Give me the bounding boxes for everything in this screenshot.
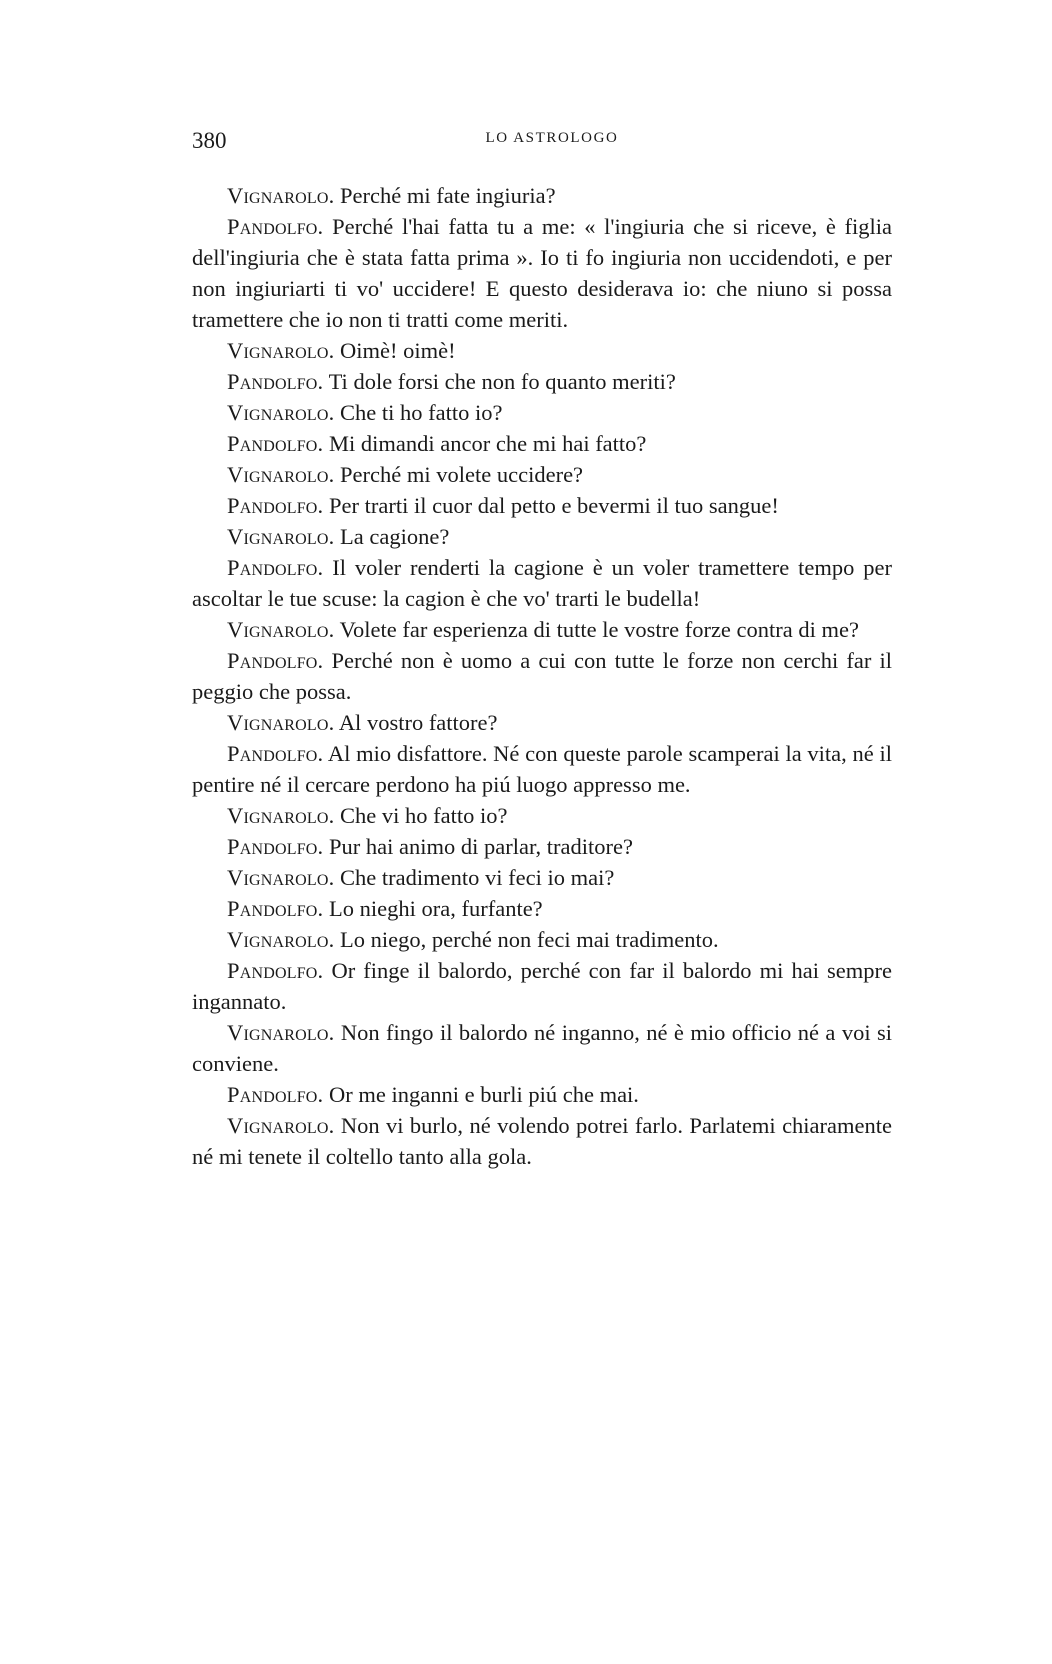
line-text: Ti dole forsi che non fo quanto meriti? [328, 369, 676, 394]
line-text: Oimè! oimè! [340, 338, 456, 363]
line-text: Che ti ho fatto io? [340, 400, 503, 425]
dialogue-line [192, 490, 892, 521]
line-text: Pur hai animo di parlar, traditore? [329, 834, 634, 859]
dialogue-line [192, 862, 892, 893]
line-text: Per trarti il cuor dal petto e bevermi il tuo sangue! [329, 493, 779, 518]
dialogue-line [192, 1079, 892, 1110]
dialogue-line [192, 366, 892, 397]
dialogue-line [192, 211, 892, 335]
book-page [192, 128, 892, 1172]
dialogue-line [192, 738, 892, 800]
speaker-name: Vignarolo. [227, 803, 335, 828]
speaker-name: Pandolfo. [227, 834, 324, 859]
speaker-name: Vignarolo. [227, 865, 335, 890]
line-text: La cagione? [340, 524, 450, 549]
speaker-name: Pandolfo. [227, 741, 324, 766]
speaker-name: Pandolfo. [227, 214, 324, 239]
dialogue-line [192, 180, 892, 211]
dialogue-line [192, 800, 892, 831]
speaker-name: Vignarolo. [227, 462, 335, 487]
dialogue-line [192, 428, 892, 459]
line-text: Or finge il balordo, perché con far il balordo mi hai sempre ingannato. [192, 958, 893, 1014]
line-text: Che vi ho fatto io? [340, 803, 508, 828]
line-text: Volete far esperienza di tutte le vostre forze contra di me? [339, 617, 859, 642]
line-text: Al mio disfattore. Né con queste parole scamperai la vita, né il pentire né il cercare perdono ha piú luogo appresso me. [192, 741, 892, 797]
dialogue-line [192, 645, 892, 707]
speaker-name: Vignarolo. [227, 1020, 335, 1045]
dialogue-line [192, 521, 892, 552]
dialogue-line [192, 893, 892, 924]
dialogue-line [192, 831, 892, 862]
speaker-name: Vignarolo. [227, 710, 335, 735]
speaker-name: Vignarolo. [227, 1113, 335, 1138]
line-text: Lo niego, perché non feci mai tradimento. [340, 927, 719, 952]
speaker-name: Vignarolo. [227, 617, 335, 642]
dialogue-line [192, 707, 892, 738]
dialogue-line [192, 397, 892, 428]
speaker-name: Pandolfo. [227, 896, 324, 921]
line-text: Non vi burlo, né volendo potrei farlo. Parlatemi chiaramente né mi tenete il coltello tanto alla gola. [192, 1113, 893, 1169]
page-header [192, 128, 892, 158]
speaker-name: Pandolfo. [227, 1082, 324, 1107]
speaker-name: Vignarolo. [227, 338, 335, 363]
line-text: Perché mi fate ingiuria? [340, 183, 556, 208]
dialogue-body [192, 180, 892, 1172]
speaker-name: Vignarolo. [227, 400, 335, 425]
dialogue-line [192, 1110, 892, 1172]
speaker-name: Pandolfo. [227, 369, 324, 394]
dialogue-line [192, 552, 892, 614]
speaker-name: Pandolfo. [227, 555, 324, 580]
speaker-name: Vignarolo. [227, 524, 335, 549]
dialogue-line [192, 614, 892, 645]
speaker-name: Pandolfo. [227, 958, 324, 983]
dialogue-line [192, 924, 892, 955]
speaker-name: Vignarolo. [227, 927, 335, 952]
speaker-name: Vignarolo. [227, 183, 335, 208]
dialogue-line [192, 459, 892, 490]
dialogue-line [192, 335, 892, 366]
line-text: Perché l'hai fatta tu a me: « l'ingiuria che si riceve, è figlia dell'ingiuria che è stata fatta prima ». Io ti fo ingiuria non uccidendoti, e per non ingiuriarti ti vo' uccidere! E questo desiderava io: che niuno si possa tramettere che io non ti tratti come meriti. [192, 214, 893, 332]
line-text: Mi dimandi ancor che mi hai fatto? [329, 431, 647, 456]
line-text: Che tradimento vi feci io mai? [340, 865, 615, 890]
line-text: Lo nieghi ora, furfante? [329, 896, 543, 921]
line-text: Perché non è uomo a cui con tutte le forze non cerchi far il peggio che possa. [192, 648, 893, 704]
dialogue-line [192, 955, 892, 1017]
running-title: LO ASTROLOGO [485, 130, 619, 146]
speaker-name: Pandolfo. [227, 493, 324, 518]
page-number: 380 [192, 128, 227, 153]
line-text: Or me inganni e burli piú che mai. [329, 1082, 639, 1107]
speaker-name: Pandolfo. [227, 431, 324, 456]
line-text: Non fingo il balordo né inganno, né è mio officio né a voi si conviene. [192, 1020, 893, 1076]
line-text: Al vostro fattore? [338, 710, 498, 735]
line-text: Perché mi volete uccidere? [340, 462, 584, 487]
line-text: Il voler renderti la cagione è un voler tramettere tempo per ascoltar le tue scuse: la cagion è che vo' trarti le budella! [192, 555, 892, 611]
speaker-name: Pandolfo. [227, 648, 324, 673]
dialogue-line [192, 1017, 892, 1079]
